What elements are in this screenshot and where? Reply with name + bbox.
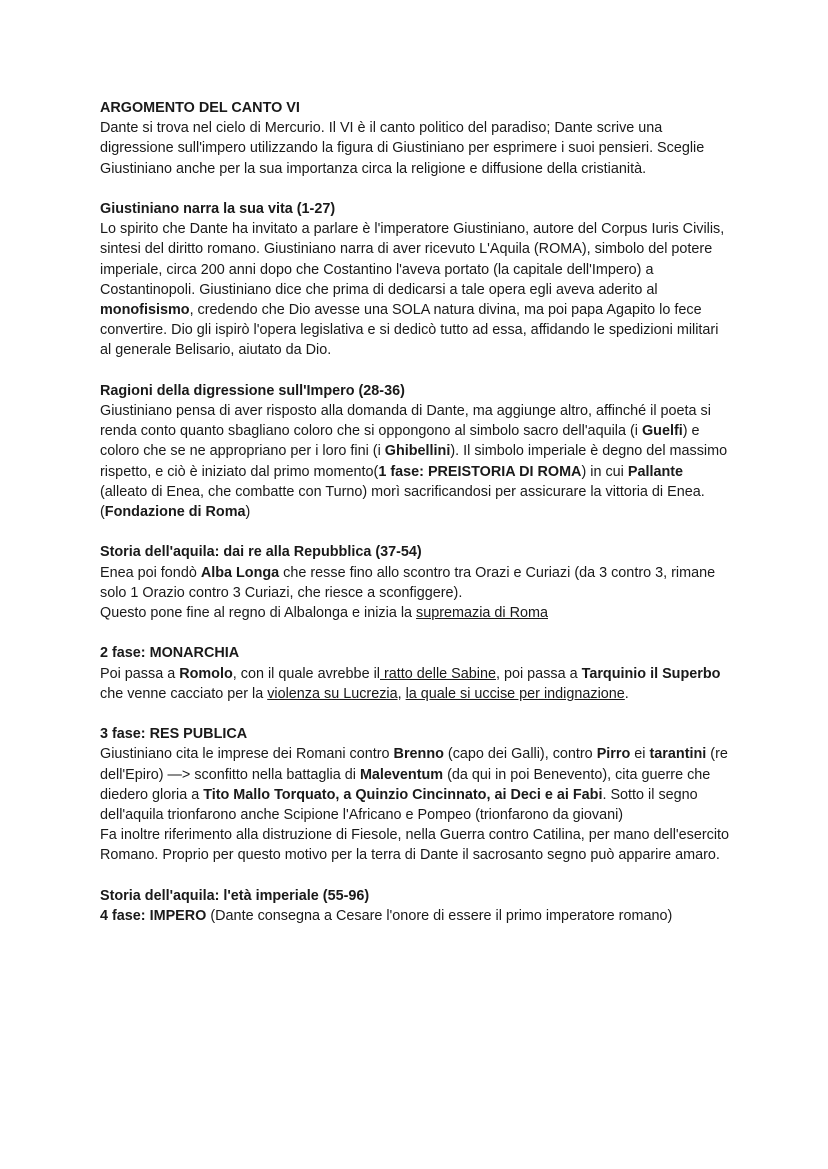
underlined-term: ratto delle Sabine (379, 665, 496, 682)
underlined-term: la quale si uccise per indignazione (405, 685, 625, 702)
section-heading: Giustiniano narra la sua vita (1-27) (100, 201, 336, 217)
bold-term: Tarquinio il Superbo (581, 665, 721, 682)
section-ragioni-digressione (100, 381, 732, 522)
bold-term: Tito Mallo Torquato, a Quinzio Cincinnato, ai Deci e ai Fabi (203, 786, 603, 803)
section-eta-imperiale (100, 886, 732, 926)
paragraph (100, 563, 732, 603)
underlined-term: supremazia di Roma (416, 605, 548, 622)
text-run: (Dante consegna a Cesare l'onore di essere il primo imperatore romano) (206, 908, 673, 925)
bold-term: Ghibellini (384, 443, 451, 460)
text-run: Poi passa a (100, 665, 180, 682)
underlined-term: violenza su Lucrezia (267, 685, 398, 702)
text-run: ) in cui (581, 463, 628, 480)
section-monarchia (100, 643, 732, 704)
bold-term: Fondazione di Roma (104, 504, 246, 521)
section-heading: Storia dell'aquila: l'età imperiale (55-96) (100, 887, 370, 904)
bold-term: 1 fase: PREISTORIA DI ROMA (378, 463, 582, 480)
text-run: Lo spirito che Dante ha invitato a parlare è l'imperatore Giustiniano, autore del Corpus Iuris Civilis, sintesi del diritto romano. Giustiniano narra di aver ricevuto L'Aquila (ROMA), simbolo del potere imperiale, circa 200 anni dopo che Costantino l'aveva portato (la capitale dell'Impero) a Costantinopoli. Giustiniano dice che prima di dedicarsi a tale opera egli aveva aderito al (100, 221, 725, 298)
paragraph (100, 219, 732, 360)
text-run: ). Il simbolo imperiale è degno del massimo rispetto, e ciò è iniziato dal primo momento( (100, 443, 728, 480)
bold-term: Romolo (179, 665, 233, 682)
section-heading: Ragioni della digressione sull'Impero (28-36) (100, 382, 405, 399)
text-run: (alleato di Enea, che combatte con Turno) morì sacrificandosi per assicurare la vittoria di Enea. ( (100, 483, 705, 521)
text-run: (da qui in poi Benevento), cita guerre che diedero gloria a (100, 766, 711, 803)
bold-term: Guelfi (641, 423, 683, 440)
text-run: , credendo che Dio avesse una SOLA natura divina, ma poi papa Agapito lo fece convertire. Dio gli ispirò l'opera legislativa e si dedicò tutto ad essa, affidando le spedizioni militari al generale Belisario, aiutato da Dio. (100, 302, 719, 359)
section-heading: 2 fase: MONARCHIA (100, 645, 240, 662)
paragraph: Dante si trova nel cielo di Mercurio. Il VI è il canto politico del paradiso; Dante scrive una digressione sull'impero utilizzando la figura di Giustiniano per esprimere i suoi pensieri. Sceglie Giustiniano anche per la sua importanza circa la religione e diffusione della cristianità. (100, 120, 705, 177)
text-run: , con il quale avrebbe il (232, 665, 380, 682)
bold-term: Alba Longa (200, 564, 280, 581)
paragraph: Fa inoltre riferimento alla distruzione di Fiesole, nella Guerra contro Catilina, per mano dell'esercito Romano. Proprio per questo motivo per la terra di Dante il sacrosanto segno può apparire amaro. (100, 827, 730, 864)
text-run: Enea poi fondò (100, 564, 201, 581)
text-run: che venne cacciato per la (100, 685, 268, 702)
bold-term: Brenno (393, 746, 444, 763)
section-heading: Storia dell'aquila: dai re alla Repubblica (37-54) (100, 544, 422, 561)
paragraph (100, 906, 732, 926)
section-heading: ARGOMENTO DEL CANTO VI (100, 100, 300, 116)
text-run: , poi passa a (495, 665, 582, 682)
paragraph (100, 603, 732, 623)
section-argomento (100, 98, 732, 179)
paragraph (100, 401, 732, 522)
text-run: , (397, 685, 406, 702)
text-run: Giustiniano pensa di aver risposto alla domanda di Dante, ma aggiunge altro, affinché il poeta si renda conto quanto sbagliano coloro che si oppongono al simbolo sacro dell'aquila (i (100, 403, 711, 440)
section-res-publica (100, 724, 732, 865)
text-run: ) e coloro che se ne appropriano per i loro fini (i (100, 423, 700, 460)
text-run: (capo dei Galli), contro (443, 746, 597, 763)
section-dai-re-repubblica (100, 542, 732, 623)
text-run: . (624, 685, 629, 702)
paragraph (100, 664, 732, 704)
bold-term: Maleventum (359, 766, 444, 783)
text-run: Giustiniano cita le imprese dei Romani contro (100, 746, 394, 763)
text-run: Questo pone fine al regno di Albalonga e inizia la (100, 605, 417, 622)
text-run: che resse fino allo scontro tra Orazi e Curiazi (da 3 contro 3, rimane solo 1 Orazio contro 3 Curiazi, che riesce a sconfiggere). (100, 564, 716, 601)
bold-term: Pallante (627, 463, 684, 480)
document-page (100, 98, 732, 946)
bold-term: monofisismo (100, 302, 190, 319)
section-heading: 3 fase: RES PUBLICA (100, 726, 248, 743)
text-run: ei (630, 746, 650, 763)
text-run: ) (245, 504, 251, 521)
bold-term: 4 fase: IMPERO (100, 908, 207, 925)
paragraph (100, 744, 732, 825)
text-run: (re dell'Epiro) —> sconfitto nella battaglia di (100, 746, 728, 783)
text-run: . Sotto il segno dell'aquila trionfarono anche Scipione l'Africano e Pompeo (trionfarono da giovani) (100, 786, 698, 824)
bold-term: tarantini (649, 746, 707, 763)
section-giustiniano-vita (100, 199, 732, 361)
bold-term: Pirro (596, 746, 631, 763)
